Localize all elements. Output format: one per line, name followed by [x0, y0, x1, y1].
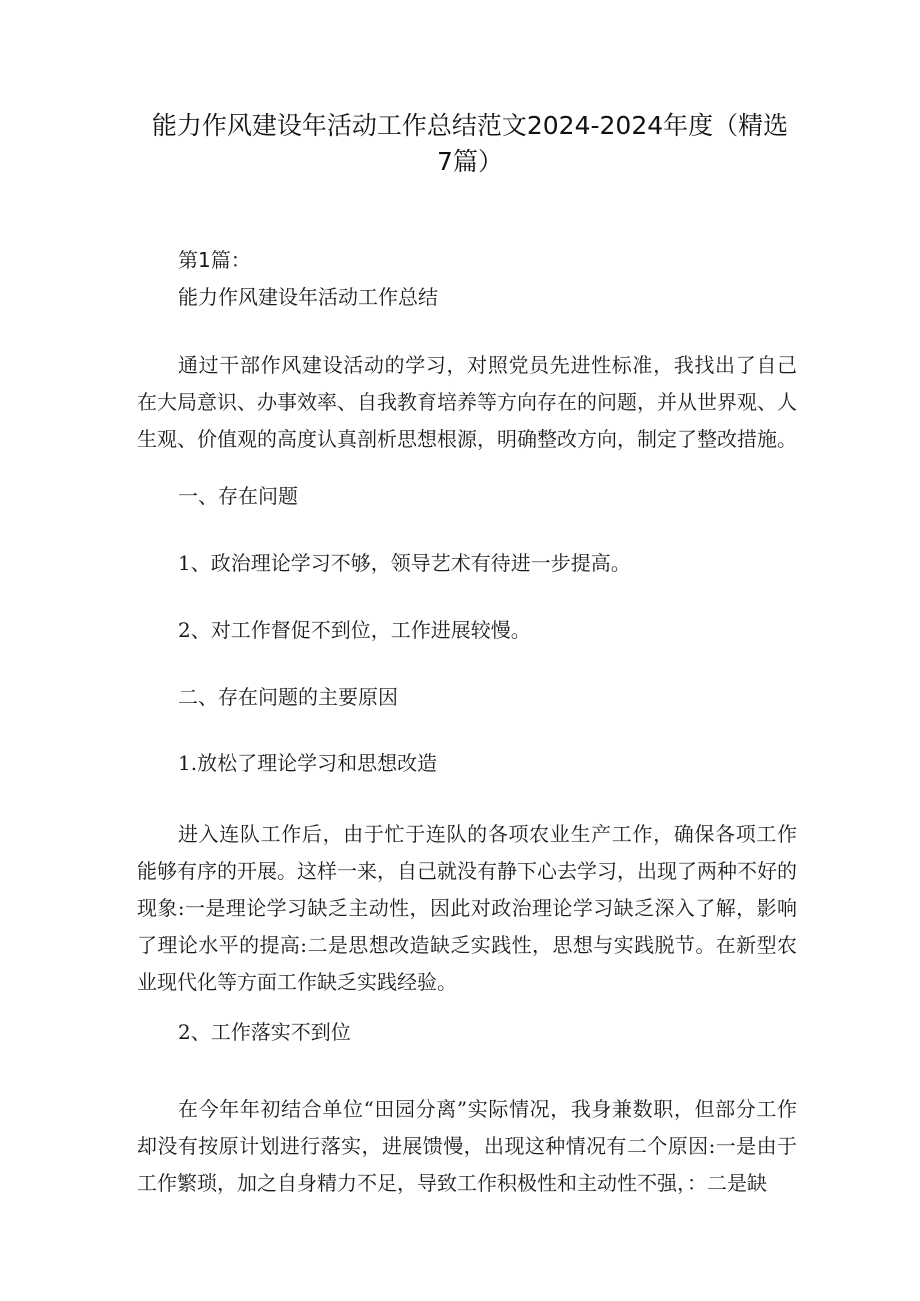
part-heading: 能力作风建设年活动工作总结: [178, 285, 438, 309]
section-heading-problems: 一、存在问题: [178, 484, 298, 508]
problem-item-1: 1、政治理论学习不够，领导艺术有待进一步提高。: [178, 551, 631, 575]
cause-heading-1: 1.放松了理论学习和思想改造: [178, 751, 438, 775]
cause-paragraph-1: 进入连队工作后，由于忙于连队的各项农业生产工作，确保各项工作能够有序的开展。这样一来，自己就没有静下心去学习，出现了两种不好的现象:一是理论学习缺乏主动性，因此对政治理论学习缺乏深入了解，影响了理论水平的提高:二是思想改造缺乏实践性，思想与实践脱节。在新型农业现代化等方面工作缺乏实践经验。: [137, 822, 797, 994]
cause-paragraph-2: 在今年年初结合单位“田园分离”实际情况，我身兼数职，但部分工作却没有按原计划进行落实，进展馈慢，出现这种情况有二个原因:一是由于工作繁琐，加之自身精力不足，导致工作积极性和主动性不强，：二是缺: [137, 1097, 797, 1195]
problem-item-2: 2、对工作督促不到位，工作进展较慢。: [178, 618, 531, 642]
part-label: 第1篇：: [178, 248, 251, 272]
intro-paragraph: 通过干部作风建设活动的学习，对照党员先进性标准，我找出了自己在大局意识、办事效率、自我教育培养等方向存在的问题，并从世界观、人生观、价值观的高度认真剖析思想根源，明确整改方向，制定了整改措施。: [137, 353, 797, 451]
document-title: 能力作风建设年活动工作总结范文2024-2024年度（精选7篇）: [151, 111, 789, 176]
section-heading-causes: 二、存在问题的主要原因: [178, 685, 398, 709]
cause-heading-2: 2、工作落实不到位: [178, 1020, 351, 1044]
